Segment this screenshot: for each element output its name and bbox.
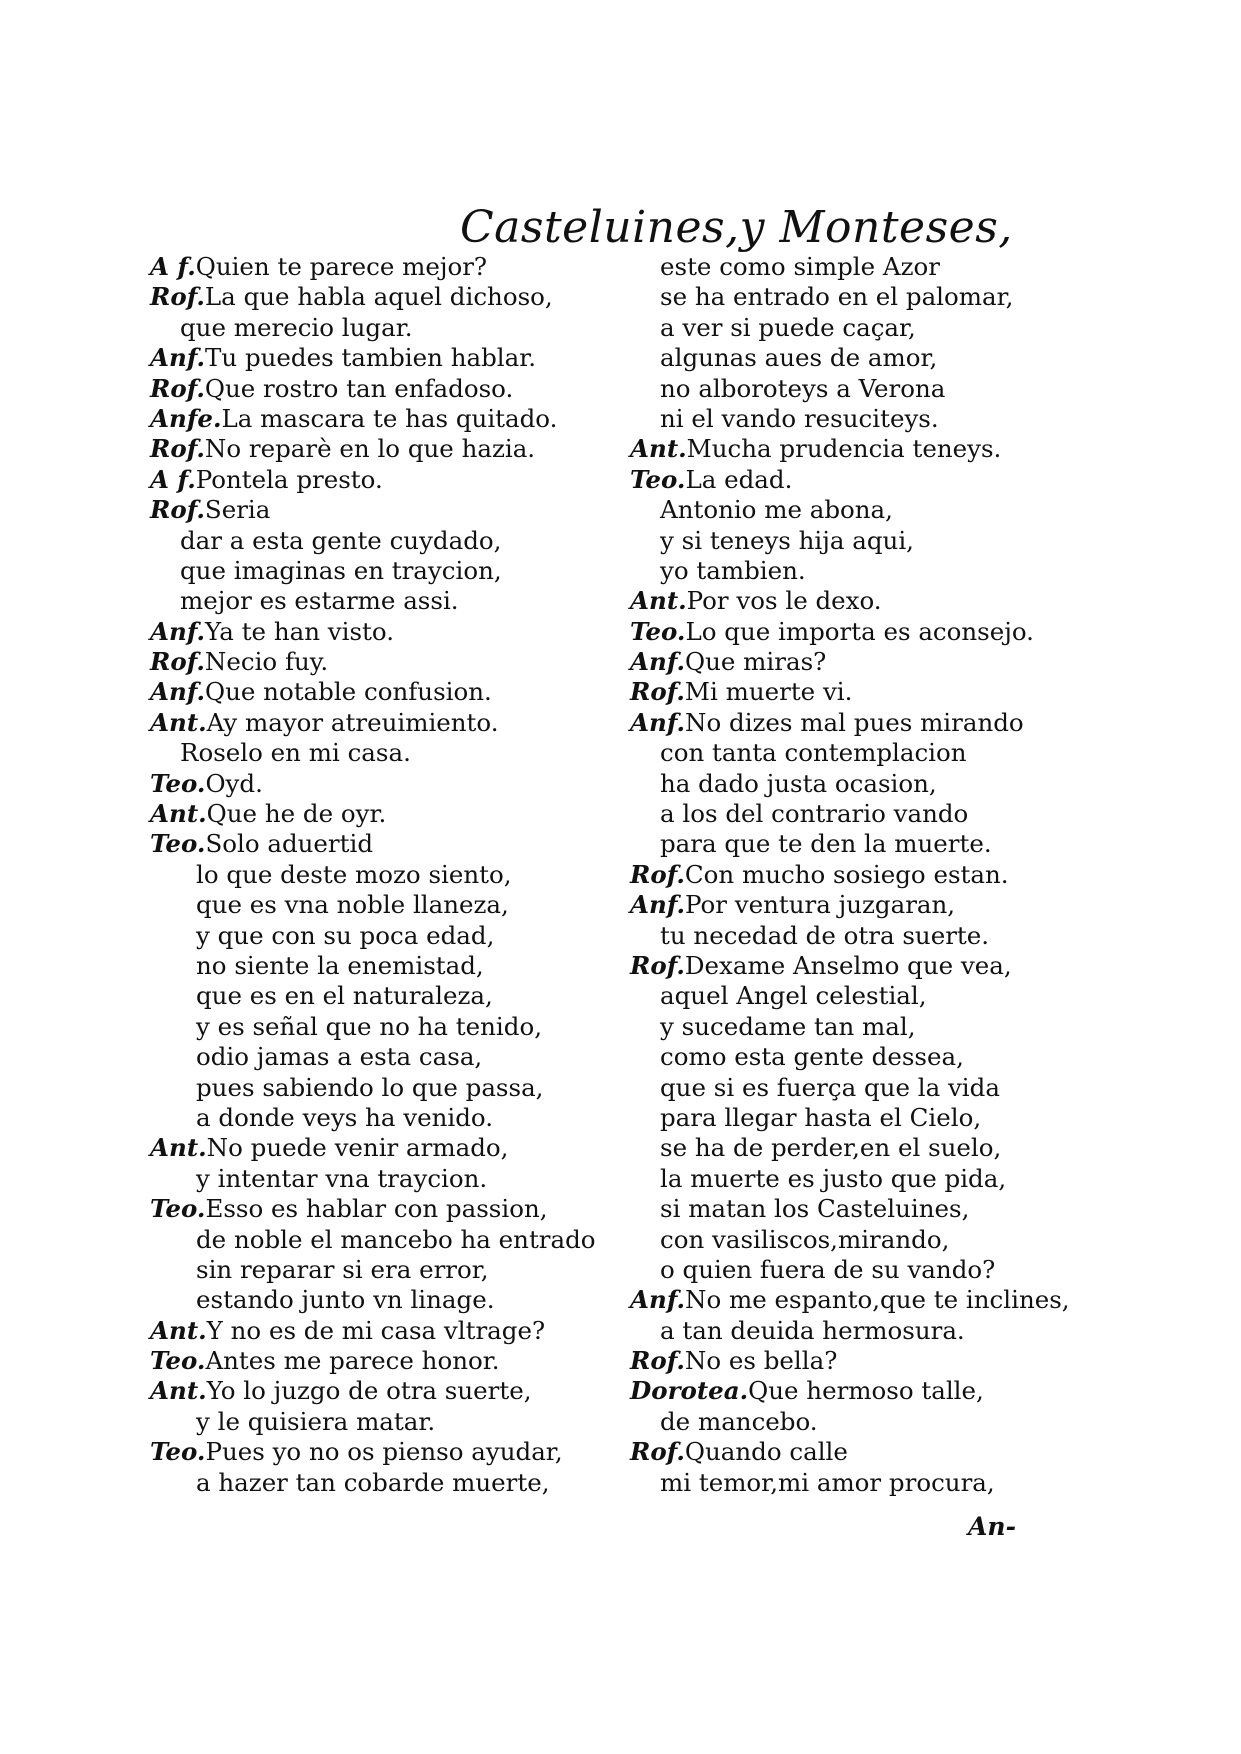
verse-line <box>150 1225 630 1255</box>
verse-line <box>630 1012 1090 1042</box>
verse-line <box>150 738 630 768</box>
verse-line <box>630 890 1090 920</box>
verse-text: se ha entrado en el palomar, <box>660 282 1014 312</box>
catchword: An- <box>968 1512 1016 1541</box>
speaker-label: Rof. <box>150 282 205 312</box>
verse-line <box>630 1073 1090 1103</box>
verse-line <box>150 1468 630 1498</box>
verse-text: Ya te han visto. <box>205 616 394 646</box>
right-column <box>630 252 1090 1498</box>
verse-text: Que miras? <box>685 647 827 677</box>
verse-text: Yo lo juzgo de otra suerte, <box>206 1376 532 1406</box>
verse-line <box>630 1468 1090 1498</box>
verse-line <box>150 556 630 586</box>
speaker-label: Teo. <box>150 1346 206 1376</box>
verse-line <box>630 252 1090 282</box>
verse-line <box>630 1316 1090 1346</box>
verse-line <box>150 829 630 859</box>
verse-line <box>150 677 630 707</box>
verse-text: La que habla aquel dichoso, <box>204 282 553 312</box>
verse-text: Pues yo no os pienso ayudar, <box>205 1437 563 1467</box>
speaker-label: Rof. <box>150 373 205 403</box>
speaker-label: Ant. <box>630 434 687 464</box>
verse-line <box>150 860 630 890</box>
speaker-label: Anf. <box>150 616 206 646</box>
verse-text: pues sabiendo lo que passa, <box>196 1072 544 1102</box>
verse-text: Seria <box>204 495 271 525</box>
verse-text: que es en el naturaleza, <box>196 981 493 1011</box>
verse-text: para que te den la muerte. <box>660 829 992 859</box>
verse-line <box>150 1346 630 1376</box>
verse-line <box>630 374 1090 404</box>
verse-line <box>150 1103 630 1133</box>
verse-text: Dexame Anselmo que vea, <box>684 950 1012 980</box>
verse-text: No puede venir armado, <box>206 1133 509 1163</box>
speaker-label: Anf. <box>630 1285 686 1315</box>
verse-text: como esta gente dessea, <box>660 1042 964 1072</box>
verse-line <box>150 1255 630 1285</box>
verse-text: Antes me parece honor. <box>205 1346 500 1376</box>
verse-text: mi temor,mi amor procura, <box>660 1467 995 1497</box>
verse-line <box>630 769 1090 799</box>
verse-line <box>630 465 1090 495</box>
verse-text: que es vna noble llaneza, <box>196 890 509 920</box>
verse-text: Mi muerte vi. <box>684 677 853 707</box>
verse-line <box>630 1194 1090 1224</box>
verse-text: y si teneys hija aqui, <box>660 525 914 555</box>
verse-text: Pontela presto. <box>195 464 383 494</box>
verse-text: con vasiliscos,mirando, <box>660 1224 950 1254</box>
speaker-label: Anf. <box>630 707 686 737</box>
verse-line <box>630 1346 1090 1376</box>
verse-line <box>630 313 1090 343</box>
verse-line <box>630 1376 1090 1406</box>
verse-text: La edad. <box>685 464 793 494</box>
speaker-label: Rof. <box>630 859 685 889</box>
verse-text: sin reparar si era error, <box>196 1254 489 1284</box>
verse-text: Quien te parece mejor? <box>195 252 488 281</box>
verse-text: y es señal que no ha tenido, <box>196 1011 542 1041</box>
verse-text: Necio fuy. <box>204 647 329 677</box>
verse-line <box>150 1285 630 1315</box>
verse-line <box>150 647 630 677</box>
speaker-label: A f. <box>150 252 196 281</box>
verse-text: y intentar vna traycion. <box>196 1163 488 1193</box>
verse-line <box>630 708 1090 738</box>
verse-text: a los del contrario vando <box>660 799 969 829</box>
verse-text: Por vos le dexo. <box>686 586 882 616</box>
verse-line <box>150 374 630 404</box>
verse-text: No es bella? <box>684 1346 838 1376</box>
verse-line <box>630 556 1090 586</box>
verse-line <box>630 921 1090 951</box>
verse-line <box>150 617 630 647</box>
verse-line <box>150 465 630 495</box>
verse-text: la muerte es justo que pida, <box>660 1163 1007 1193</box>
verse-line <box>630 981 1090 1011</box>
verse-line <box>630 1042 1090 1072</box>
verse-text: se ha de perder,en el suelo, <box>660 1133 1002 1163</box>
verse-text: yo tambien. <box>660 555 806 585</box>
speaker-label: Rof. <box>630 1437 685 1467</box>
verse-text: Solo aduertid <box>205 829 374 859</box>
verse-text: Esso es hablar con passion, <box>205 1194 548 1224</box>
verse-text: Tu puedes tambien hablar. <box>205 343 537 373</box>
speaker-label: Anfe. <box>150 403 222 433</box>
verse-line <box>630 526 1090 556</box>
verse-line <box>150 495 630 525</box>
verse-line <box>150 526 630 556</box>
speaker-label: Teo. <box>150 1437 206 1467</box>
verse-line <box>150 1316 630 1346</box>
verse-line <box>150 1073 630 1103</box>
verse-line <box>630 343 1090 373</box>
verse-text: de noble el mancebo ha entrado <box>196 1224 596 1254</box>
verse-text: y le quisiera matar. <box>196 1406 436 1436</box>
verse-line <box>150 313 630 343</box>
left-column <box>150 252 630 1498</box>
verse-text: mejor es estarme assi. <box>180 586 459 616</box>
verse-line <box>150 921 630 951</box>
verse-line <box>630 617 1090 647</box>
verse-line <box>630 586 1090 616</box>
verse-text: La mascara te has quitado. <box>221 403 558 433</box>
verse-line <box>630 404 1090 434</box>
verse-text: Quando calle <box>684 1437 848 1467</box>
verse-line <box>630 282 1090 312</box>
verse-line <box>150 282 630 312</box>
verse-text: No me espanto,que te inclines, <box>685 1285 1070 1315</box>
verse-text: Por ventura juzgaran, <box>685 890 956 920</box>
verse-text: a tan deuida hermosura. <box>660 1315 965 1345</box>
verse-text: no alboroteys a Verona <box>660 373 946 403</box>
verse-text: si matan los Casteluines, <box>660 1194 970 1224</box>
verse-text: a donde veys ha venido. <box>196 1102 494 1132</box>
verse-text: no siente la enemistad, <box>196 950 484 980</box>
verse-text: algunas aues de amor, <box>660 343 938 373</box>
verse-text: de mancebo. <box>660 1406 818 1436</box>
verse-line <box>630 1285 1090 1315</box>
speaker-label: Ant. <box>150 1133 207 1163</box>
speaker-label: Rof. <box>630 677 685 707</box>
verse-text: ha dado justa ocasion, <box>660 768 937 798</box>
verse-line <box>150 1042 630 1072</box>
speaker-label: Teo. <box>150 829 206 859</box>
verse-text: aquel Angel celestial, <box>660 981 927 1011</box>
verse-line <box>150 981 630 1011</box>
verse-line <box>150 1437 630 1467</box>
speaker-label: Rof. <box>630 950 685 980</box>
verse-line <box>150 1164 630 1194</box>
verse-line <box>630 860 1090 890</box>
verse-line <box>150 586 630 616</box>
verse-text: Oyd. <box>205 768 263 798</box>
verse-text: No dizes mal pues mirando <box>685 707 1024 737</box>
verse-line <box>150 343 630 373</box>
speaker-label: Ant. <box>150 1376 207 1406</box>
speaker-label: Ant. <box>150 799 207 829</box>
verse-text: a hazer tan cobarde muerte, <box>196 1467 550 1497</box>
verse-line <box>150 404 630 434</box>
speaker-label: Teo. <box>630 616 686 646</box>
speaker-label: Ant. <box>630 586 687 616</box>
verse-text: o quien fuera de su vando? <box>660 1254 996 1284</box>
verse-text: Ay mayor atreuimiento. <box>206 707 499 737</box>
verse-text: Antonio me abona, <box>660 495 893 525</box>
speaker-label: Anf. <box>630 890 686 920</box>
verse-text: ni el vando resuciteys. <box>660 403 939 433</box>
speaker-label: Rof. <box>630 1346 685 1376</box>
speaker-label: Ant. <box>150 1315 207 1345</box>
verse-text: Que rostro tan enfadoso. <box>204 373 514 403</box>
verse-text: y sucedame tan mal, <box>660 1011 916 1041</box>
verse-text: que imaginas en traycion, <box>180 555 502 585</box>
verse-line <box>150 799 630 829</box>
speaker-label: Rof. <box>150 647 205 677</box>
verse-line <box>630 677 1090 707</box>
verse-text: Lo que importa es aconsejo. <box>685 616 1034 646</box>
verse-line <box>630 1225 1090 1255</box>
verse-line <box>630 1164 1090 1194</box>
speaker-label: Ant. <box>150 707 207 737</box>
verse-text: para llegar hasta el Cielo, <box>660 1102 982 1132</box>
verse-text: que merecio lugar. <box>180 312 413 342</box>
verse-text: tu necedad de otra suerte. <box>660 920 990 950</box>
verse-line <box>150 1407 630 1437</box>
verse-line <box>150 890 630 920</box>
verse-line <box>630 951 1090 981</box>
speaker-label: Anf. <box>150 677 206 707</box>
speaker-label: Teo. <box>630 464 686 494</box>
verse-line <box>150 252 630 282</box>
speaker-label: Anf. <box>150 343 206 373</box>
verse-text: este como simple Azor <box>660 252 940 281</box>
verse-line <box>630 647 1090 677</box>
verse-line <box>150 1012 630 1042</box>
verse-line <box>630 1255 1090 1285</box>
verse-line <box>630 829 1090 859</box>
verse-line <box>150 708 630 738</box>
verse-text: estando junto vn linage. <box>196 1285 495 1315</box>
verse-text: Roselo en mi casa. <box>180 738 411 768</box>
verse-line <box>630 1407 1090 1437</box>
verse-text: con tanta contemplacion <box>660 738 967 768</box>
verse-text: Y no es de mi casa vltrage? <box>206 1315 546 1345</box>
verse-line <box>150 1133 630 1163</box>
verse-text: No reparè en lo que hazia. <box>204 434 536 464</box>
verse-line <box>630 799 1090 829</box>
speaker-label: Teo. <box>150 1194 206 1224</box>
verse-text: Con mucho sosiego estan. <box>684 859 1009 889</box>
verse-line <box>150 1376 630 1406</box>
verse-text: y que con su poca edad, <box>196 920 495 950</box>
verse-text: Que he de oyr. <box>206 799 387 829</box>
verse-text: dar a esta gente cuydado, <box>180 525 502 555</box>
verse-text: que si es fuerça que la vida <box>660 1072 1000 1102</box>
speaker-label: Rof. <box>150 434 205 464</box>
verse-line <box>150 769 630 799</box>
verse-text: odio jamas a esta casa, <box>196 1042 483 1072</box>
verse-line <box>630 738 1090 768</box>
verse-line <box>630 1103 1090 1133</box>
speaker-label: Teo. <box>150 768 206 798</box>
verse-line <box>150 434 630 464</box>
verse-line <box>630 1133 1090 1163</box>
verse-line <box>630 1437 1090 1467</box>
verse-text: Que notable confusion. <box>205 677 492 707</box>
verse-line <box>150 951 630 981</box>
verse-text: lo que deste mozo siento, <box>196 859 512 889</box>
verse-text: Que hermoso talle, <box>748 1376 984 1406</box>
speaker-label: A f. <box>150 464 196 494</box>
speaker-label: Dorotea. <box>630 1376 749 1406</box>
verse-line <box>150 1194 630 1224</box>
speaker-label: Rof. <box>150 495 205 525</box>
verse-text: a ver si puede caçar, <box>660 312 916 342</box>
running-header: Casteluines,y Monteses, <box>460 202 1013 253</box>
verse-line <box>630 434 1090 464</box>
verse-text: Mucha prudencia teneys. <box>686 434 1002 464</box>
speaker-label: Anf. <box>630 647 686 677</box>
verse-line <box>630 495 1090 525</box>
